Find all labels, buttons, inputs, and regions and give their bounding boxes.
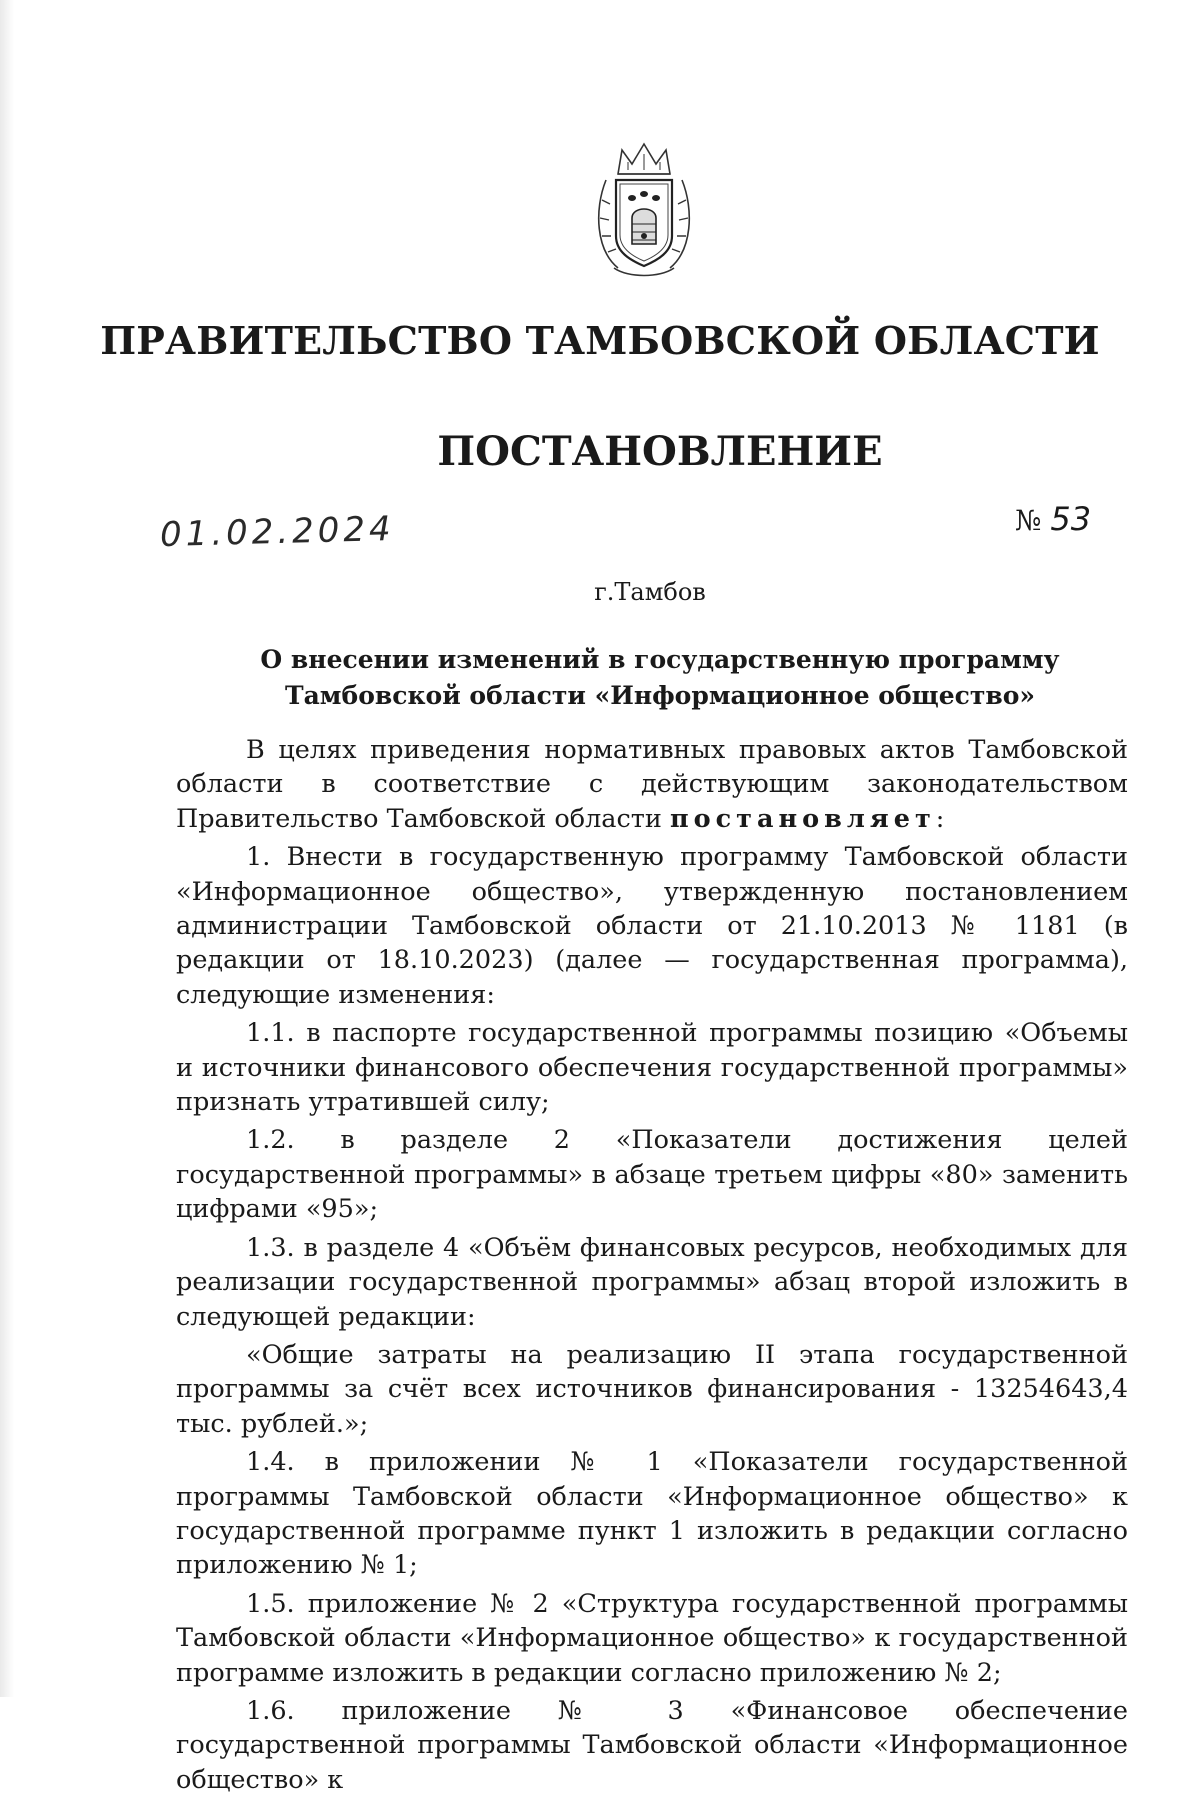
coat-of-arms-icon: [588, 140, 700, 280]
item-1-5: 1.5. приложение № 2 «Структура государственной программы Тамбовской области «Информационное общество» к государственной программе изложить в редакции согласно приложению № 2;: [176, 1588, 1128, 1688]
item-1-6: 1.6. приложение № 3 «Финансовое обеспечение государственной программы Тамбовской области «Информационное общество» к: [176, 1695, 1128, 1795]
document-date: 01.02.2024: [159, 508, 396, 556]
item-1-1: 1.1. в паспорте государственной программы позицию «Объемы и источники финансового обеспечения государственной программы» признать утратившей силу;: [176, 1018, 1128, 1118]
item-1-3: 1.3. в разделе 4 «Объём финансовых ресурсов, необходимых для реализации государственной программы» абзац второй изложить в следующей редакции:: [176, 1232, 1128, 1332]
document-subject: [0, 642, 1200, 714]
preamble-paragraph: [176, 733, 1128, 836]
city: г.Тамбов: [594, 578, 706, 606]
document-type: ПОСТАНОВЛЕНИЕ: [437, 428, 883, 475]
item-1-4: 1.4. в приложении № 1 «Показатели государственной программы Тамбовской области «Информационное общество» к государственной программе пункт 1 изложить в редакции согласно приложению № 1;: [176, 1447, 1128, 1581]
number-label: №: [1015, 504, 1042, 537]
item-1: 1. Внести в государственную программу Тамбовской области «Информационное общество», утвержденную постановлением администрации Тамбовской области от 21.10.2013 № 1181 (в редакции от 18.10.2023) (далее — государственная программа), следующие изменения:: [176, 842, 1128, 1010]
preamble-text: В целях приведения нормативных правовых актов Тамбовской области в соответствие с действующим законодательством Правительство Тамбовской области: [176, 735, 1128, 834]
item-1-2: 1.2. в разделе 2 «Показатели достижения целей государственной программы» в абзаце третьем цифры «80» заменить цифрами «95»;: [176, 1125, 1128, 1225]
number-value: 53: [1050, 500, 1092, 538]
organization-title: ПРАВИТЕЛЬСТВО ТАМБОВСКОЙ ОБЛАСТИ: [100, 318, 1100, 363]
preamble-end: :: [935, 803, 945, 834]
subject-line-1: О внесении изменений в государственную программу: [260, 645, 1060, 674]
item-1-3-quote: «Общие затраты на реализацию II этапа государственной программы за счёт всех источников финансирования - 13254643,4 тыс. рублей.»;: [176, 1339, 1128, 1439]
scan-edge: [0, 0, 14, 1697]
document-body: [176, 733, 1128, 1801]
document-number: [1015, 500, 1091, 538]
subject-line-2: Тамбовской области «Информационное общество»: [285, 681, 1035, 710]
preamble-keyword: постановляет: [669, 803, 936, 834]
